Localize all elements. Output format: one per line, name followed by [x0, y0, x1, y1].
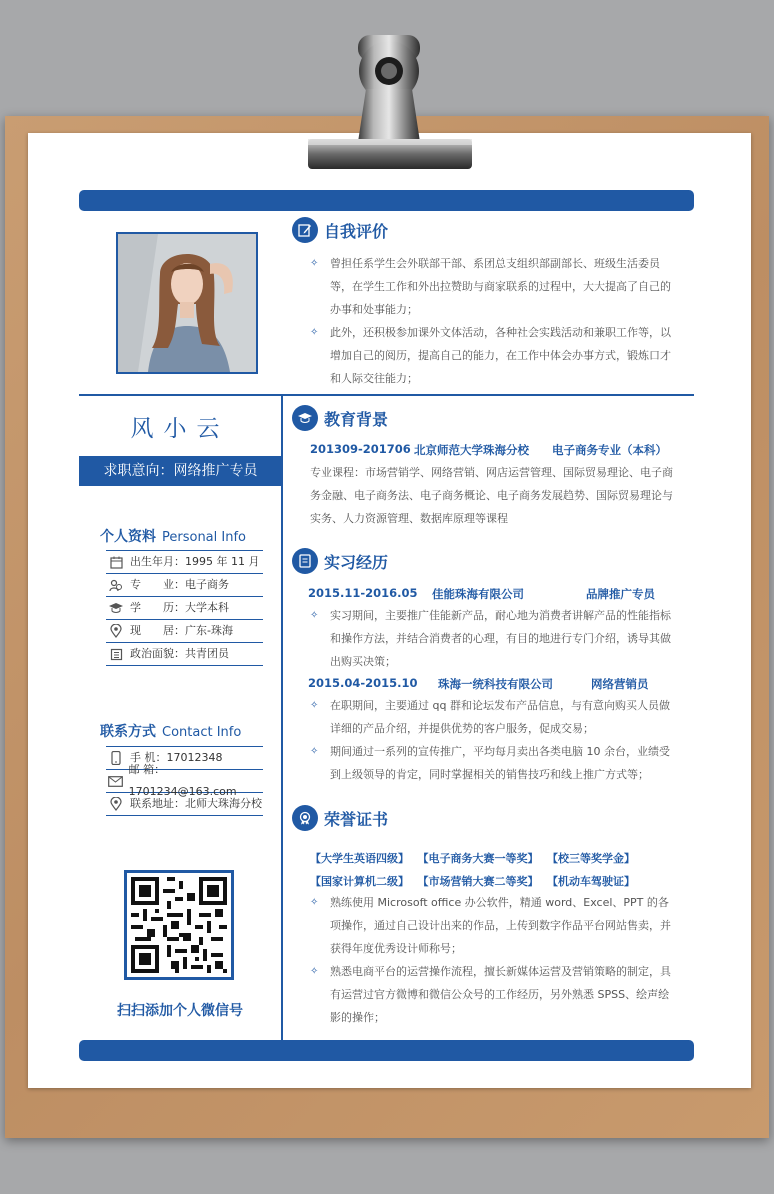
bottom-accent-bar	[79, 1040, 694, 1061]
list-item: ✧ 此外，还积极参加课外文体活动，各种社会实践活动和兼职工作等，以增加自己的阅历，提高自己的能力，在工作中体会办事方式，锻炼口才和人际交往能力；	[308, 321, 676, 390]
honor-row	[310, 873, 649, 889]
honors-heading	[292, 805, 388, 831]
list-item	[106, 763, 263, 798]
personal-info-title-en: Personal Info	[162, 530, 246, 545]
list-item	[106, 620, 263, 643]
mail-icon	[106, 776, 125, 787]
people-icon	[106, 579, 126, 592]
candidate-name: 风小云	[130, 416, 230, 442]
honor-item: 【大学生英语四级】	[310, 852, 409, 865]
location-pin-icon	[106, 624, 126, 638]
personal-info-title: 个人资料	[100, 529, 156, 545]
binder-clip-icon	[296, 27, 476, 177]
honor-row	[310, 850, 649, 866]
qr-caption: 扫扫添加个人微信号	[117, 1003, 243, 1019]
self-eval-heading	[292, 217, 388, 243]
education-level: 学 历：大学本科	[130, 601, 229, 614]
list-item	[106, 793, 263, 816]
calendar-icon	[106, 556, 126, 569]
graduation-cap-icon	[106, 602, 126, 614]
email-address: 邮 箱：1701234@163.com	[128, 763, 237, 798]
job-company: 珠海一统科技有限公司	[438, 677, 553, 691]
job-description	[308, 604, 676, 673]
book-icon	[106, 648, 126, 661]
wechat-qr-code[interactable]	[124, 870, 234, 980]
contact-info-title: 联系方式	[100, 724, 156, 740]
honor-item: 【电子商务大赛一等奖】	[423, 852, 539, 865]
contact-info-heading	[100, 721, 241, 741]
top-accent-bar	[79, 190, 694, 211]
location-pin-icon	[106, 797, 126, 811]
job-role: 网络营销员	[591, 677, 649, 691]
section-title: 自我评价	[324, 221, 389, 241]
list-item: ✧ 曾担任系学生会外联部干部、系团总支组织部副部长、班级生活委员等，在学生工作和外出拉赞助与商家联系的过程中，大大提高了自己的办事和处事能力；	[308, 252, 676, 321]
phone-number: 手 机：17012348	[130, 751, 223, 764]
education-period: 201309-201706	[310, 442, 411, 456]
political-status: 政治面貌：共青团员	[130, 647, 229, 660]
residence: 现 居：广东-珠海	[130, 624, 233, 637]
graduation-cap-icon	[292, 405, 318, 431]
job-company: 佳能珠海有限公司	[432, 587, 524, 601]
section-title: 荣誉证书	[324, 809, 389, 829]
education-major: 电子商务专业（本科）	[552, 443, 667, 457]
job-role: 品牌推广专员	[586, 587, 655, 601]
honor-item: 【国家计算机二级】	[310, 875, 409, 888]
list-item: ✧ 熟悉电商平台的运营操作流程，擅长新媒体运营及营销策略的制定，具有运营过官方微博和微信公众号的工作经历，另外熟悉 SPSS、绘声绘影的操作；	[308, 960, 676, 1029]
contact-info-list	[106, 746, 263, 816]
list-item	[106, 551, 263, 574]
job-intent-banner: 求职意向：网络推广专员	[79, 456, 282, 486]
list-item: ✧ 熟练使用 Microsoft office 办公软件，精通 word、Excel、PPT 的各项操作，通过自己设计出来的作品，上传到数字作品平台网站售卖，并获得年度优秀设计师称号；	[308, 891, 676, 960]
contact-address: 联系地址：北师大珠海分校	[130, 797, 262, 810]
medal-icon	[292, 805, 318, 831]
section-title: 教育背景	[324, 409, 389, 429]
phone-icon	[106, 751, 126, 765]
document-icon	[292, 548, 318, 574]
list-item	[106, 643, 263, 666]
section-title: 实习经历	[324, 552, 389, 572]
job-period: 2015.11-2016.05	[308, 586, 418, 600]
job-period: 2015.04-2015.10	[308, 676, 418, 690]
personal-info-heading	[100, 526, 246, 546]
qr-code-icon	[127, 873, 231, 977]
personal-info-list	[106, 550, 263, 666]
list-item: ✧ 期间通过一系列的宣传推广，平均每月卖出各类电脑 10 余台，业绩受到上级领导的肯定，同时掌握相关的销售技巧和线上推广方式等；	[308, 740, 676, 786]
list-item: ✧ 实习期间，主要推广佳能新产品，耐心地为消费者讲解产品的性能指标和操作方法，并结合消费者的心理，有目的地进行专门介绍，诱导其做出购买决策；	[308, 604, 676, 673]
horizontal-divider	[79, 394, 694, 396]
list-item: ✧ 在职期间，主要通过 qq 群和论坛发布产品信息，与有意向购买人员做详细的产品介绍，并提供优势的客户服务，促成交易；	[308, 694, 676, 740]
vertical-divider	[281, 394, 283, 1040]
education-courses: 专业课程：市场营销学、网络营销、网店运营管理、国际贸易理论、电子商务金融、电子商务法、电子商务概论、电子商务发展趋势、国际贸易理论与实务、人力资源管理、数据库原理等课程	[310, 466, 673, 525]
honor-item: 【市场营销大赛二等奖】	[423, 875, 539, 888]
list-item	[106, 574, 263, 597]
honor-item: 【机动车驾驶证】	[552, 875, 635, 888]
skills-text	[308, 891, 676, 1029]
contact-info-title-en: Contact Info	[162, 725, 242, 740]
profile-photo	[116, 232, 258, 374]
honor-item: 【校三等奖学金】	[552, 852, 635, 865]
major: 专 业：电子商务	[130, 578, 229, 591]
education-heading	[292, 405, 388, 431]
education-school: 北京师范大学珠海分校	[414, 443, 529, 457]
internship-heading	[292, 548, 388, 574]
job-description	[308, 694, 676, 786]
list-item	[106, 597, 263, 620]
person-portrait-icon	[118, 234, 256, 372]
self-eval-text	[308, 252, 676, 390]
edit-icon	[292, 217, 318, 243]
birth-date: 出生年月：1995 年 11 月	[130, 555, 260, 568]
